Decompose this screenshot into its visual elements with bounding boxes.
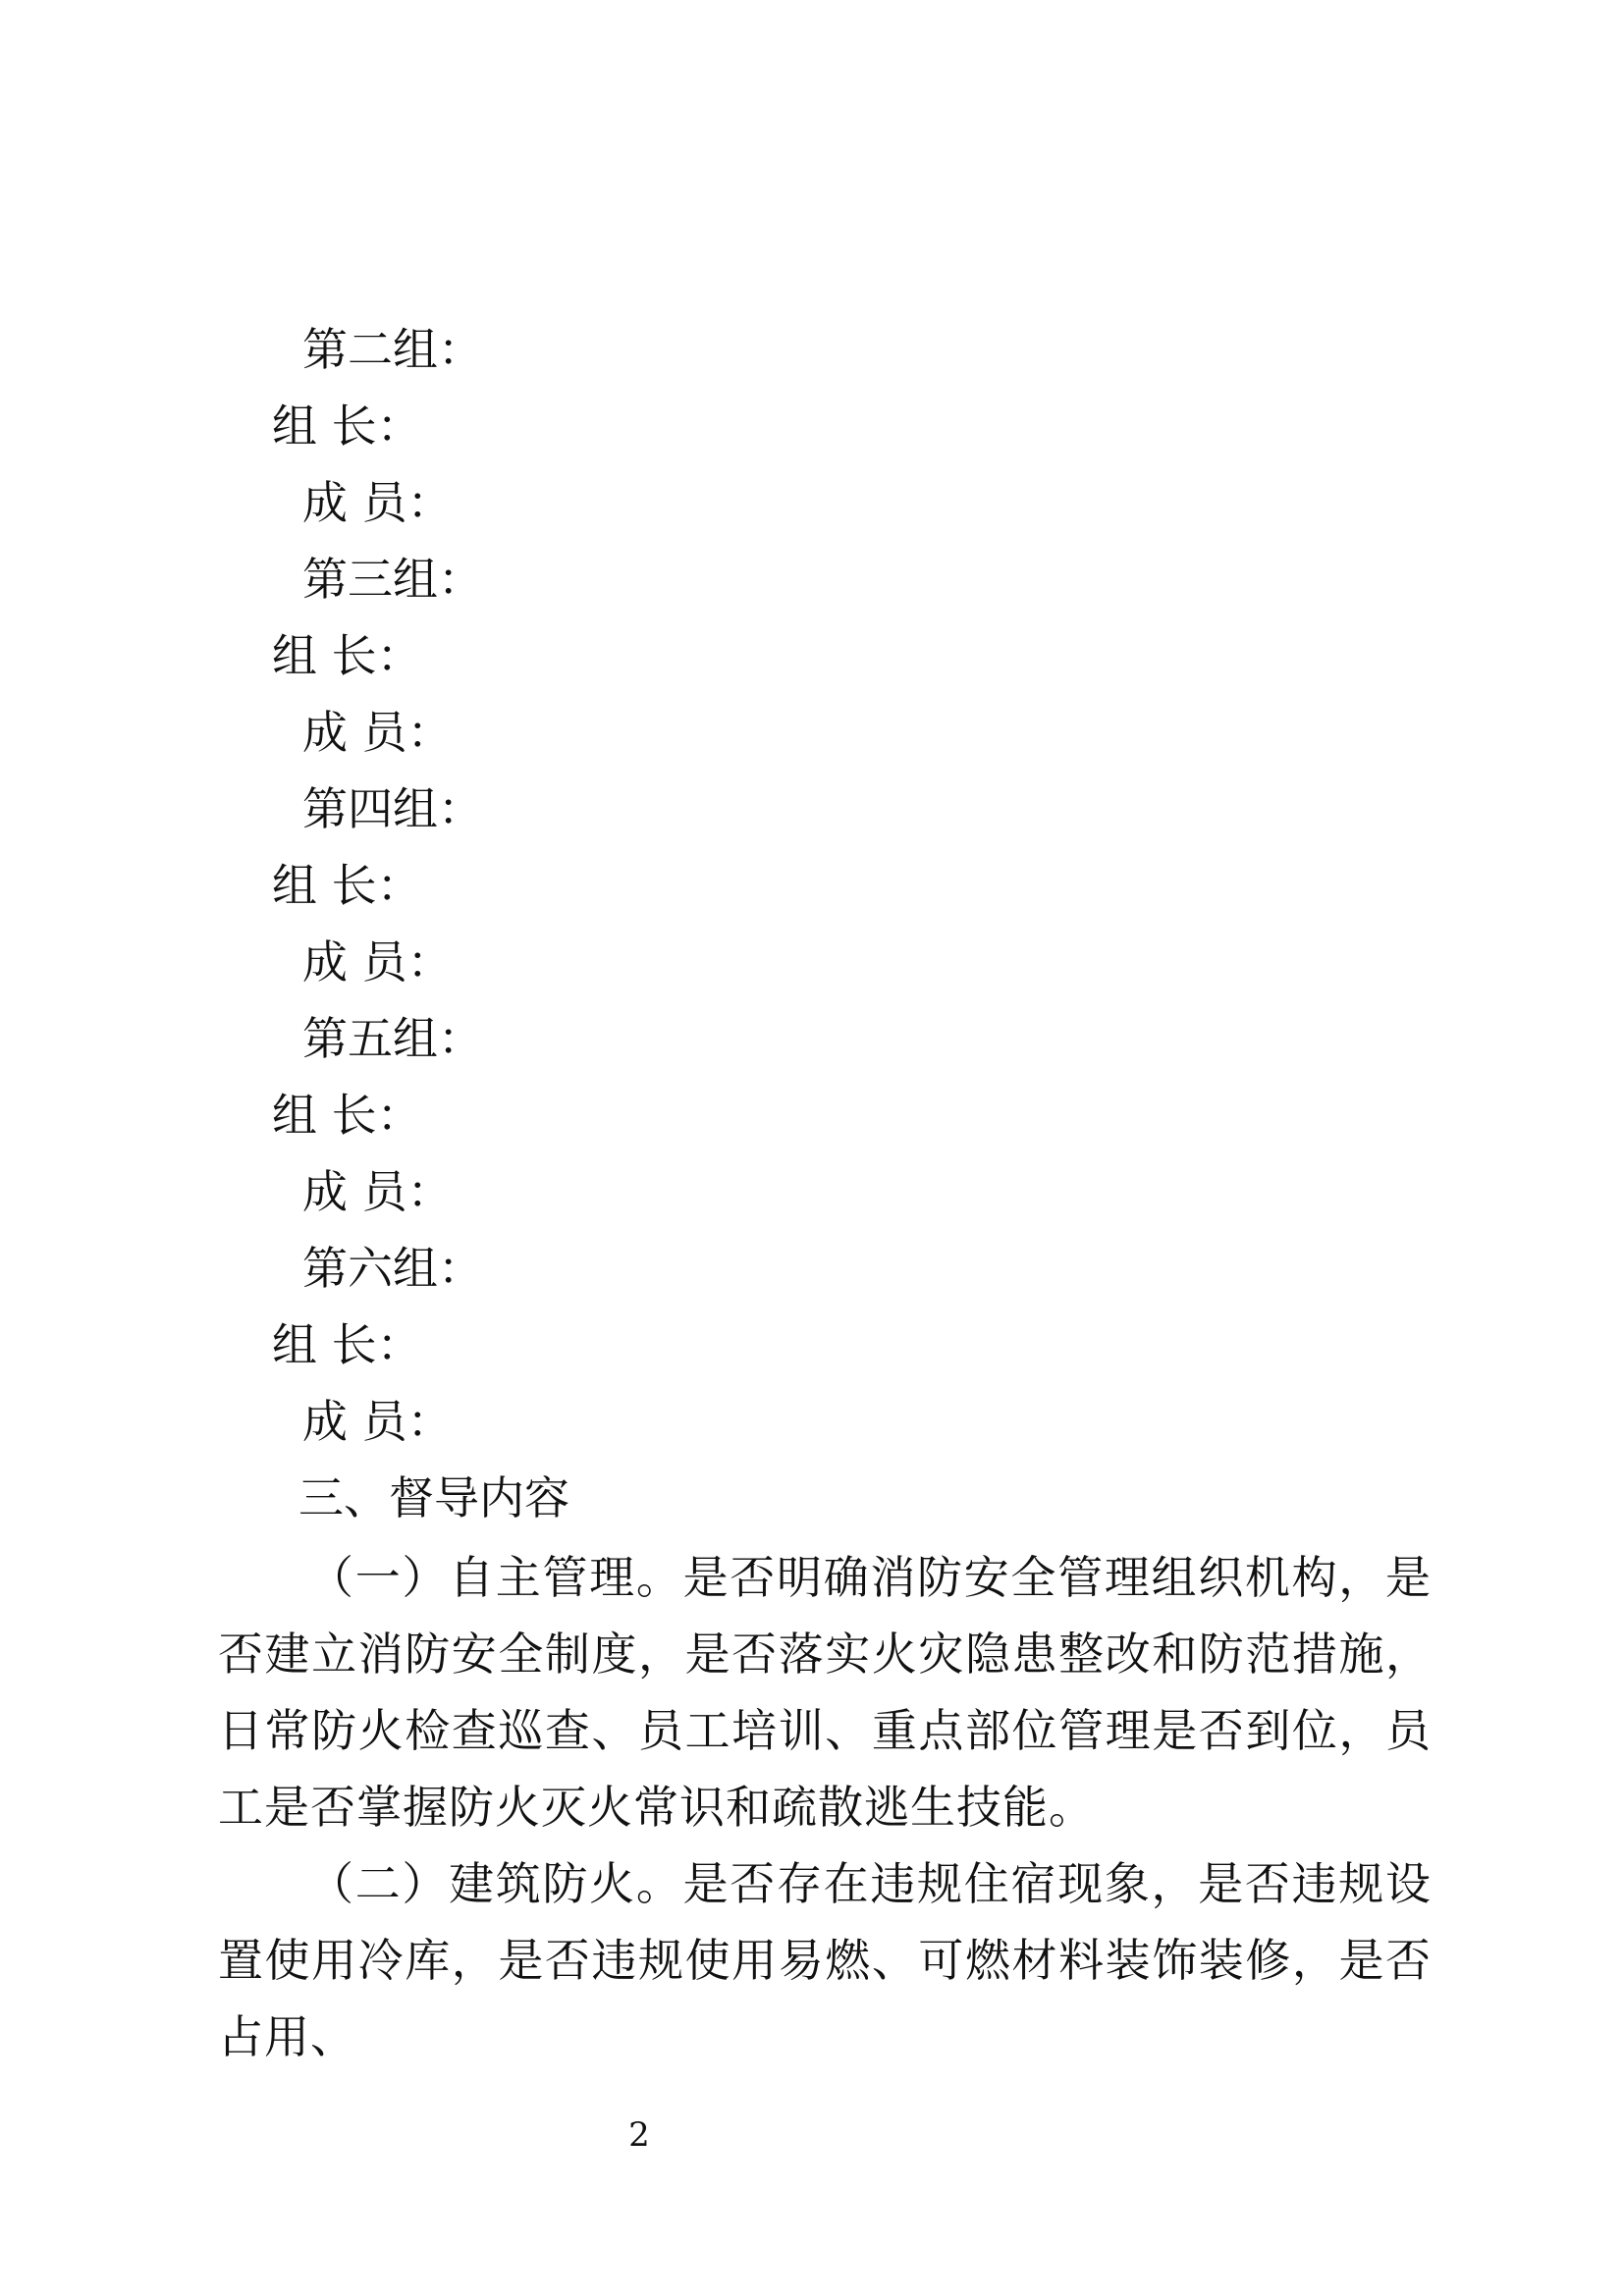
group-4-leader-label: 组 长：	[272, 859, 422, 912]
page-number: 2	[628, 2115, 650, 2155]
group-3-members-label: 成 员：	[302, 706, 453, 759]
paragraph-building-fire-prevention: （二）建筑防火。是否存在违规住宿现象，是否违规设置使用冷库，是否违规使用易燃、可燃材料装饰装修，是否占用、	[218, 1857, 1432, 2063]
group-2-heading: 第二组：	[302, 323, 483, 376]
group-6-members-label: 成 员：	[302, 1395, 453, 1448]
paragraph-self-management: （一）自主管理。是否明确消防安全管理组织机构，是否建立消防安全制度，是否落实火灾隐患整改和防范措施，日常防火检查巡查、员工培训、重点部位管理是否到位，员工是否掌握防火灭火常识和疏散逃生技能。	[218, 1551, 1432, 1834]
group-3-heading: 第三组：	[302, 553, 483, 606]
group-4-heading: 第四组：	[302, 782, 483, 835]
group-3-leader-label: 组 长：	[272, 629, 422, 682]
group-5-leader-label: 组 长：	[272, 1089, 422, 1142]
group-4-members-label: 成 员：	[302, 935, 453, 988]
group-6-leader-label: 组 长：	[272, 1318, 422, 1371]
group-5-members-label: 成 员：	[302, 1165, 453, 1218]
group-5-heading: 第五组：	[302, 1012, 483, 1065]
section-heading: 三、督导内容	[298, 1471, 569, 1524]
group-6-heading: 第六组：	[302, 1242, 483, 1295]
group-2-leader-label: 组 长：	[272, 400, 422, 453]
group-2-members-label: 成 员：	[302, 476, 453, 529]
